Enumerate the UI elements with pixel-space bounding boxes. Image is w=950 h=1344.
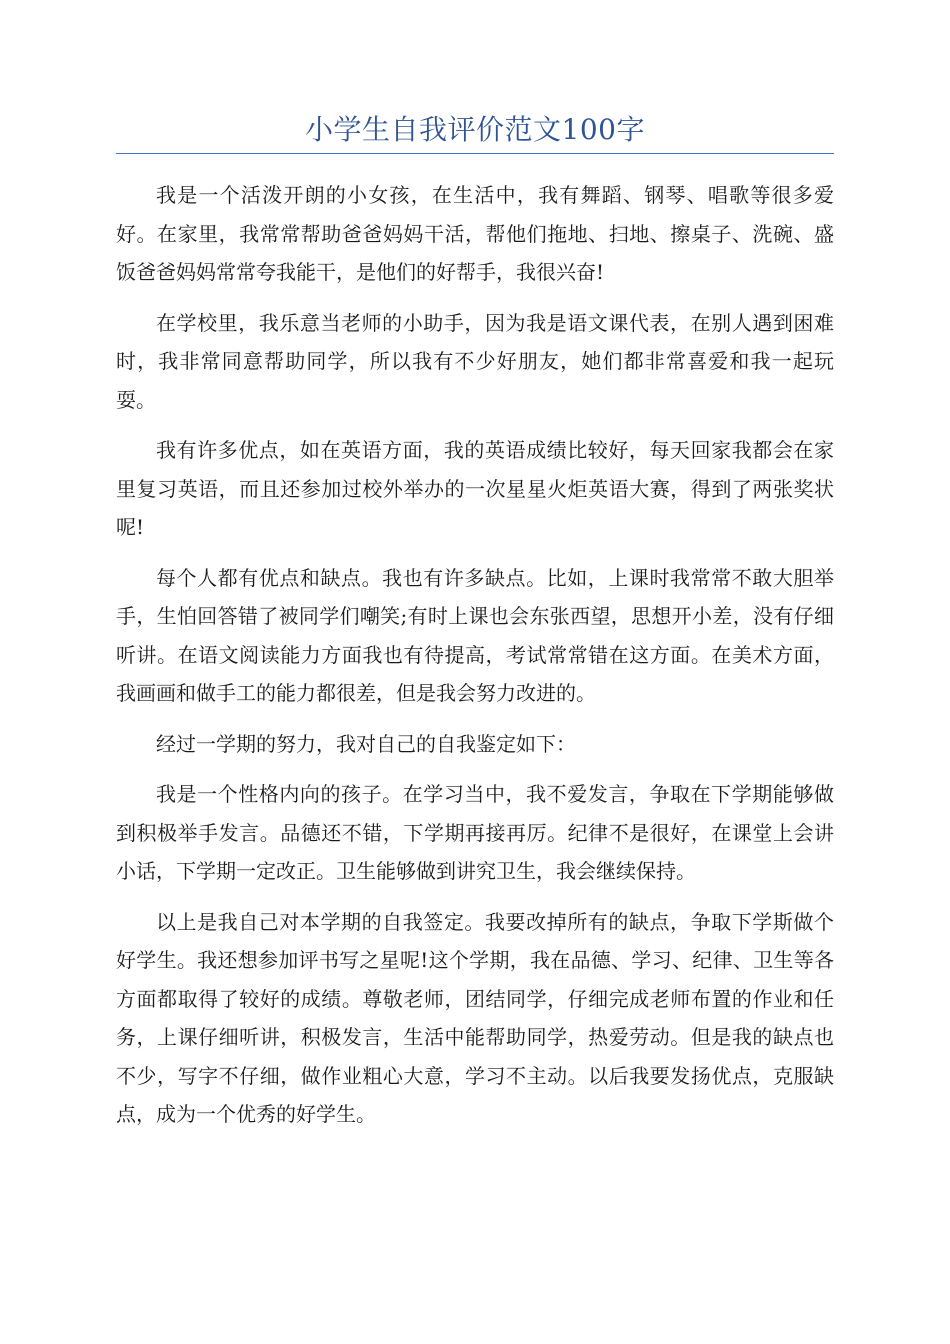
paragraph-7: 以上是我自己对本学期的自我签定。我要改掉所有的缺点，争取下学斯做个好学生。我还想参加评书写之星呢!这个学期，我在品德、学习、纪律、卫生等各方面都取得了较好的成绩。尊敬老师，团结同学，仔细完成老师布置的作业和任务，上课仔细听讲，积极发言，生活中能帮助同学，热爱劳动。但是我的缺点也不少，写字不仔细，做作业粗心大意，学习不主动。以后我要发扬优点，克服缺点，成为一个优秀的好学生。 [116, 909, 834, 1126]
paragraph-3: 我有许多优点，如在英语方面，我的英语成绩比较好，每天回家我都会在家里复习英语，而且还参加过校外举办的一次星星火炬英语大赛，得到了两张奖状呢! [116, 438, 834, 539]
paragraph-5: 经过一学期的努力，我对自己的自我鉴定如下： [156, 731, 576, 756]
paragraph-4: 每个人都有优点和缺点。我也有许多缺点。比如，上课时我常常不敢大胆举手，生怕回答错了被同学们嘲笑;有时上课也会东张西望，思想开小差，没有仔细听讲。在语文阅读能力方面我也有待提高，考试常常错在这方面。在美术方面，我画画和做手工的能力都很差，但是我会努力改进的。 [116, 565, 834, 705]
paragraph-6: 我是一个性格内向的孩子。在学习当中，我不爱发言，争取在下学期能够做到积极举手发言。品德还不错，下学期再接再厉。纪律不是很好，在课堂上会讲小话，下学期一定改正。卫生能够做到讲究卫生，我会继续保持。 [116, 782, 834, 883]
paragraph-2: 在学校里，我乐意当老师的小助手，因为我是语文课代表，在别人遇到困难时，我非常同意帮助同学，所以我有不少好朋友，她们都非常喜爱和我一起玩耍。 [116, 310, 834, 412]
paragraph-1: 我是一个活泼开朗的小女孩，在生活中，我有舞蹈、钢琴、唱歌等很多爱好。在家里，我常常帮助爸爸妈妈干活，帮他们拖地、扫地、擦桌子、洗碗、盛饭爸爸妈妈常常夸我能干，是他们的好帮手，我很兴奋! [116, 183, 834, 284]
document-body [116, 176, 834, 1134]
document-title: 小学生自我评价范文100字 [116, 110, 834, 154]
